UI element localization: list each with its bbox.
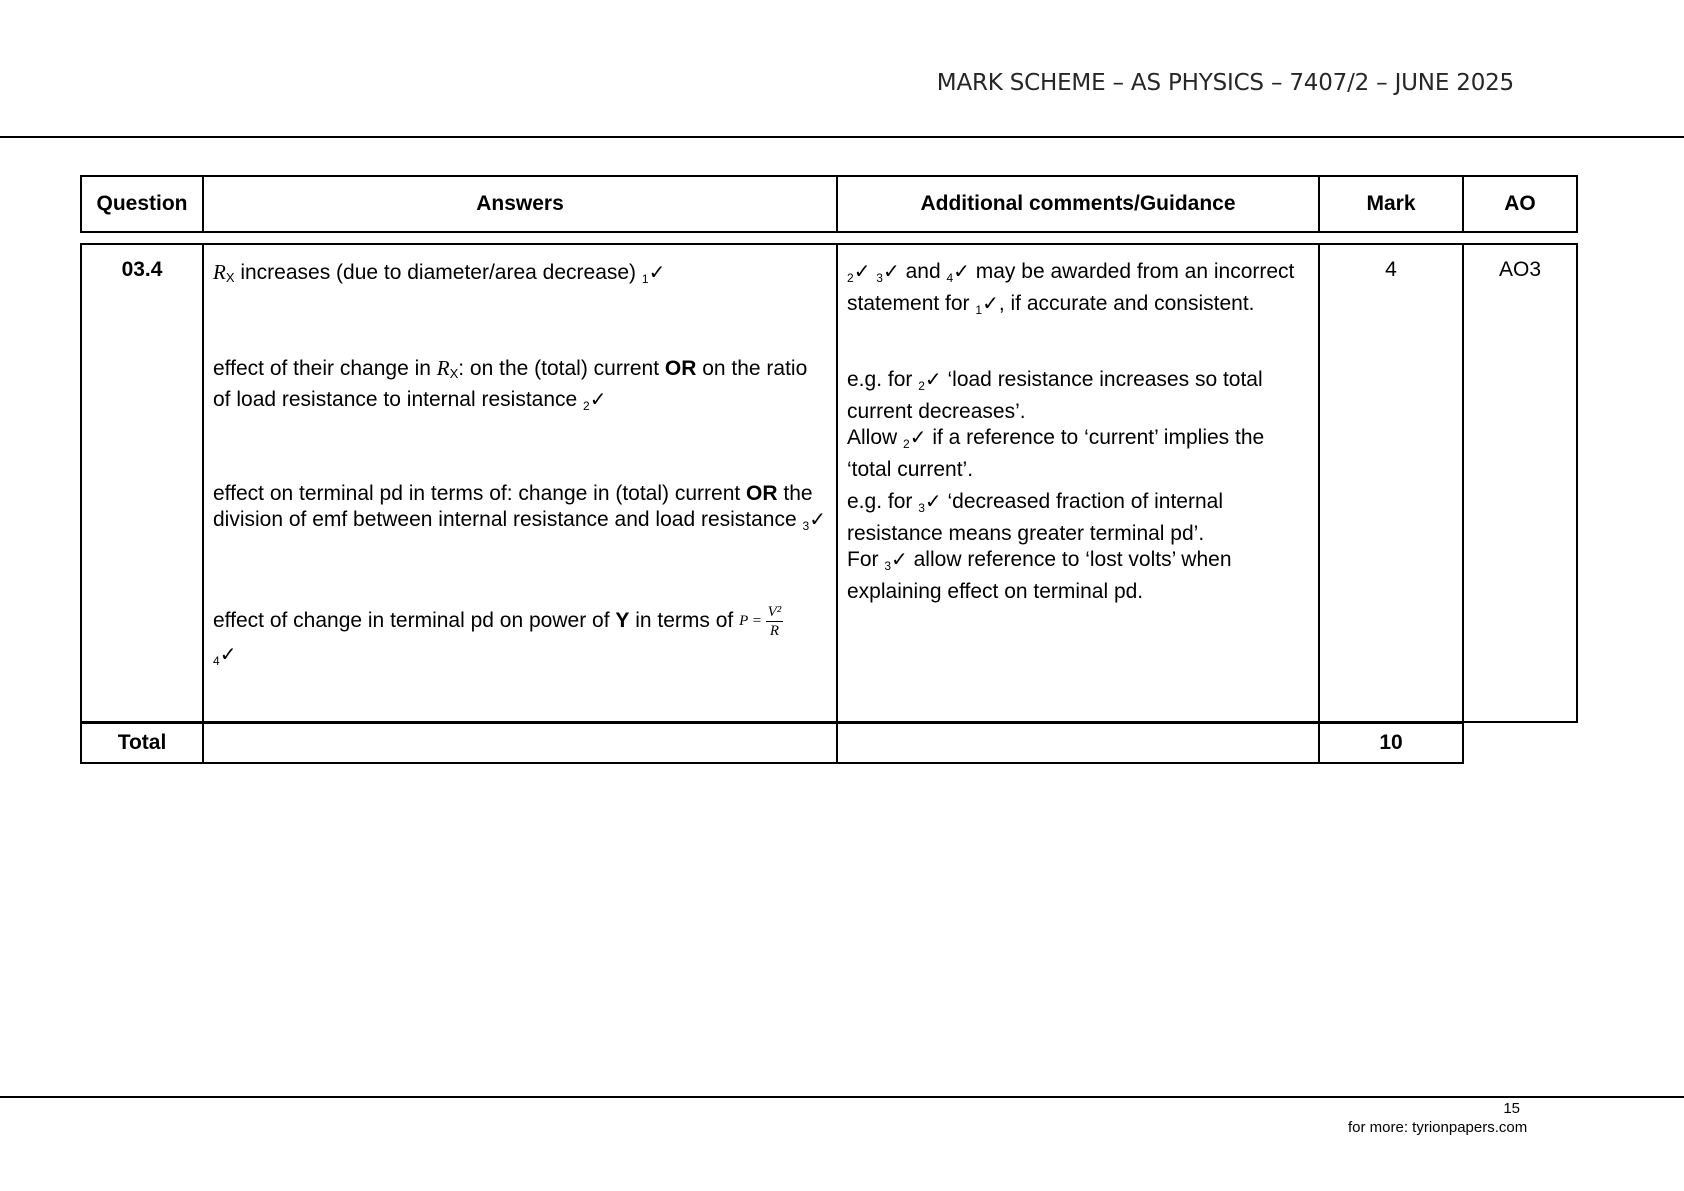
tick-number: 1: [975, 303, 983, 317]
resistance-subscript: X: [449, 366, 459, 381]
tick-icon: ✓: [589, 389, 607, 411]
answer-4-text: effect of change in terminal pd on power of: [213, 609, 616, 633]
column-header-mark: Mark: [1319, 176, 1463, 232]
total-label-cell: [81, 723, 203, 763]
answer-point-1: [213, 259, 827, 355]
tick-number: 3: [802, 519, 810, 533]
answer-2-text: effect of their change in: [213, 357, 437, 380]
answer-2-or: OR: [664, 357, 697, 380]
tick-icon: ✓: [648, 262, 666, 284]
mark-value: 4: [1385, 258, 1397, 281]
guidance-1-text: and: [899, 260, 947, 283]
resistance-symbol: R: [213, 260, 226, 284]
answer-2-text: on the ratio of load resistance to internal resistance: [213, 357, 808, 411]
tick-icon: ✓: [891, 549, 908, 571]
total-table: [80, 722, 1464, 764]
guidance-cell: [837, 244, 1319, 722]
tick-number: 4: [946, 271, 954, 285]
guidance-1-text: , if accurate and consistent.: [998, 292, 1255, 315]
answer-2-text: : on the (total) current: [458, 357, 665, 380]
tick-number: 2: [583, 399, 590, 413]
tick-icon: ✓: [953, 261, 970, 283]
total-label: Total: [117, 731, 167, 754]
question-cell: [81, 244, 203, 722]
column-header-ao: AO: [1463, 176, 1577, 232]
total-mark-cell: [1319, 723, 1463, 763]
total-empty-cell: [203, 723, 837, 763]
tick-icon: ✓: [924, 491, 942, 513]
power-formula: [739, 603, 783, 640]
header-rule: [0, 136, 1684, 138]
guidance-point-2: [847, 367, 1309, 489]
guidance-2-text: Allow: [847, 426, 904, 449]
column-header-guidance: Additional comments/Guidance: [837, 176, 1319, 232]
tick-number: 4: [213, 654, 220, 668]
answer-1-text: increases (due to diameter/area decrease): [234, 261, 642, 284]
answer-3-or: OR: [746, 482, 778, 505]
total-row: [81, 723, 1463, 763]
guidance-2-text: e.g. for: [847, 368, 919, 391]
tick-number: 1: [641, 272, 649, 286]
answer-point-4: [213, 603, 827, 674]
column-header-table: [80, 175, 1578, 233]
answers-cell: [203, 244, 837, 722]
resistance-subscript: X: [225, 270, 235, 285]
table-row: [81, 244, 1577, 722]
tick-icon: ✓: [882, 261, 900, 283]
ao-cell: [1463, 244, 1577, 722]
question-number: 03.4: [121, 258, 163, 281]
guidance-point-3: [847, 489, 1309, 605]
tick-number: 2: [903, 437, 910, 451]
answer-3-text: effect on terminal pd in terms of: change in (total) current: [213, 482, 747, 505]
guidance-3-text: For: [847, 548, 885, 571]
formula-fraction: [766, 603, 784, 640]
page-header-title: MARK SCHEME – AS PHYSICS – 7407/2 – JUNE 2025: [936, 70, 1514, 96]
tick-icon: ✓: [924, 369, 942, 391]
guidance-3-text: ‘decreased fraction of internal resistance means greater terminal pd’.: [847, 490, 1223, 545]
mark-cell: [1319, 244, 1463, 722]
column-header-answers: Answers: [203, 176, 837, 232]
guidance-2-text: if a reference to ‘current’ implies the ‘total current’.: [847, 426, 1265, 481]
resistance-symbol: R: [436, 356, 450, 380]
tick-icon: ✓: [909, 427, 927, 449]
footer-note: for more: tyrionpapers.com: [1348, 1119, 1528, 1136]
tick-number: 3: [918, 501, 925, 515]
tick-number: 2: [847, 271, 854, 285]
total-empty-cell: [837, 723, 1319, 763]
guidance-1-text: may be awarded from an incorrect statement for: [847, 260, 1295, 315]
total-mark-value: 10: [1379, 731, 1403, 754]
tick-number: 2: [918, 379, 925, 393]
answer-3-text: the division of emf between internal resistance and load resistance: [213, 482, 813, 531]
tick-number: 3: [884, 559, 892, 573]
guidance-3-text: e.g. for: [847, 490, 919, 513]
tick-icon: ✓: [219, 644, 237, 666]
answer-point-3: [213, 481, 827, 603]
guidance-3-text: allow reference to ‘lost volts’ when explaining effect on terminal pd.: [847, 548, 1232, 603]
page-number: 15: [1503, 1100, 1520, 1117]
formula-lhs: P =: [739, 612, 762, 629]
answer-4-y: Y: [615, 609, 630, 633]
answer-4-text: in terms of: [629, 609, 740, 633]
formula-denominator: R: [769, 623, 780, 639]
tick-number: 3: [876, 271, 883, 285]
guidance-2-text: ‘load resistance increases so total current decreases’.: [847, 368, 1263, 423]
answer-point-2: [213, 355, 827, 481]
tick-icon: ✓: [982, 293, 999, 315]
footer-rule: [0, 1096, 1684, 1098]
column-header-question: Question: [81, 176, 203, 232]
mark-scheme-table: [80, 243, 1578, 723]
ao-value: AO3: [1498, 258, 1542, 281]
guidance-point-1: [847, 259, 1309, 367]
tick-icon: ✓: [809, 509, 826, 531]
formula-numerator: V²: [767, 604, 782, 620]
tick-icon: ✓: [853, 261, 871, 283]
